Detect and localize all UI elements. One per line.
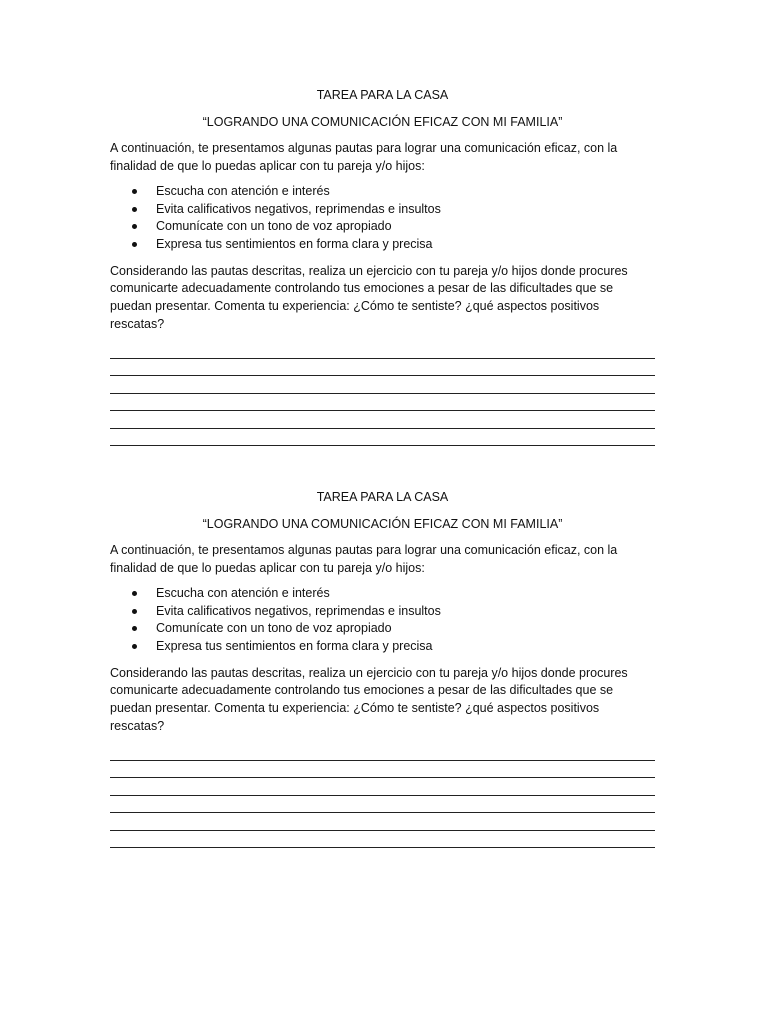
- bullet-icon: [132, 242, 137, 247]
- list-item: [110, 603, 655, 621]
- list-item-text: Expresa tus sentimientos en forma clara y precisa: [156, 639, 433, 654]
- list-item: [110, 236, 655, 254]
- answer-line[interactable]: [110, 376, 655, 394]
- answer-line[interactable]: [110, 761, 655, 779]
- list-item: [110, 585, 655, 603]
- list-item: [110, 183, 655, 201]
- answer-line[interactable]: [110, 429, 655, 447]
- section-subtitle: “LOGRANDO UNA COMUNICACIÓN EFICAZ CON MI FAMILIA”: [202, 517, 563, 531]
- list-item-text: Comunícate con un tono de voz apropiado: [156, 621, 392, 636]
- answer-line[interactable]: [110, 831, 655, 849]
- section-subtitle: “LOGRANDO UNA COMUNICACIÓN EFICAZ CON MI FAMILIA”: [202, 115, 563, 129]
- intro-paragraph: A continuación, te presentamos algunas pautas para lograr una comunicación eficaz, con la finalidad de que lo puedas aplicar con tu pareja y/o hijos:: [110, 543, 618, 575]
- answer-lines: [110, 341, 655, 446]
- bullet-icon: [132, 626, 137, 631]
- list-item-text: Expresa tus sentimientos en forma clara y precisa: [156, 237, 433, 252]
- answer-line[interactable]: [110, 813, 655, 831]
- section-title: TAREA PARA LA CASA: [316, 88, 449, 102]
- list-item-text: Evita calificativos negativos, reprimendas e insultos: [156, 603, 441, 618]
- bullet-icon: [132, 189, 137, 194]
- bullet-icon: [132, 609, 137, 614]
- answer-line[interactable]: [110, 743, 655, 761]
- instruction-paragraph: Considerando las pautas descritas, realiza un ejercicio con tu pareja y/o hijos donde procures comunicarte adecuadamente controlando tus emociones a pesar de las dificultades que se puedan presentar. Comenta tu experiencia: ¿Cómo te sentiste? ¿qué aspectos positivos rescatas?: [110, 263, 628, 331]
- list-item: [110, 218, 655, 236]
- section-title: TAREA PARA LA CASA: [316, 490, 449, 504]
- homework-section-2: [110, 489, 655, 848]
- answer-line[interactable]: [110, 394, 655, 412]
- answer-line[interactable]: [110, 341, 655, 359]
- bullet-icon: [132, 644, 137, 649]
- answer-line[interactable]: [110, 359, 655, 377]
- list-item-text: Evita calificativos negativos, reprimendas e insultos: [156, 201, 441, 216]
- answer-lines: [110, 743, 655, 848]
- list-item: [110, 638, 655, 656]
- instruction-paragraph: Considerando las pautas descritas, realiza un ejercicio con tu pareja y/o hijos donde procures comunicarte adecuadamente controlando tus emociones a pesar de las dificultades que se puedan presentar. Comenta tu experiencia: ¿Cómo te sentiste? ¿qué aspectos positivos rescatas?: [110, 665, 628, 733]
- list-item-text: Comunícate con un tono de voz apropiado: [156, 219, 392, 234]
- homework-section-1: [110, 87, 655, 446]
- list-item: [110, 620, 655, 638]
- answer-line[interactable]: [110, 778, 655, 796]
- bullet-icon: [132, 591, 137, 596]
- answer-line[interactable]: [110, 411, 655, 429]
- list-item-text: Escucha con atención e interés: [156, 586, 330, 600]
- list-item-text: Escucha con atención e interés: [156, 184, 330, 198]
- list-item: [110, 201, 655, 219]
- guidelines-list: [110, 585, 655, 656]
- intro-paragraph: A continuación, te presentamos algunas pautas para lograr una comunicación eficaz, con la finalidad de que lo puedas aplicar con tu pareja y/o hijos:: [110, 141, 618, 173]
- answer-line[interactable]: [110, 796, 655, 814]
- guidelines-list: [110, 183, 655, 254]
- bullet-icon: [132, 224, 137, 229]
- bullet-icon: [132, 207, 137, 212]
